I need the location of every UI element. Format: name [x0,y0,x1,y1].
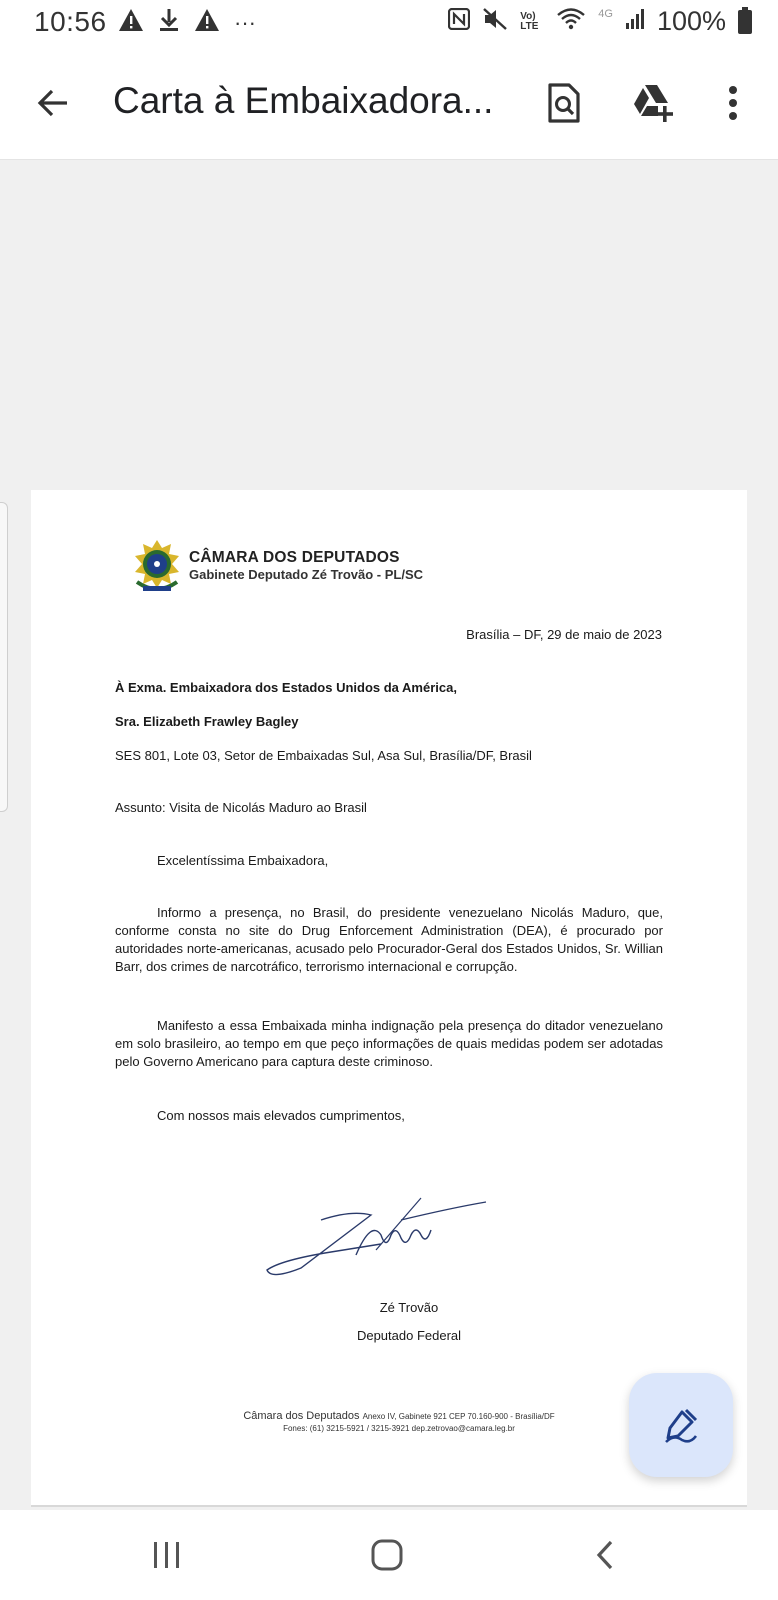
network-type-label: 4G [598,7,613,20]
chevron-left-icon [593,1539,617,1571]
system-icons [448,6,752,37]
battery-percentage: 100% [656,6,726,36]
status-bar [0,0,778,46]
battery-icon [738,10,752,34]
arrow-back-icon [36,86,70,120]
signal-icon [625,8,645,35]
wifi-icon [556,7,586,36]
letter-date: Brasília – DF, 29 de maio de 2023 [466,627,662,642]
letterhead [131,538,423,594]
salutation: Excelentíssima Embaixadora, [157,853,329,868]
system-navigation-bar [0,1510,778,1600]
more-notifications-indicator: ··· [234,9,256,35]
scroll-edge-handle[interactable] [0,502,8,812]
volte-icon: Vo) LTE [520,10,539,32]
warning-icon [118,8,144,37]
back-button[interactable] [28,78,78,128]
letterhead-name: CÂMARA DOS DEPUTADOS [189,549,400,566]
footer-contact: Fones: (61) 3215-5921 / 3215-3921 dep.zetrovao@camara.leg.br [283,1424,515,1433]
recent-apps-button[interactable] [137,1530,197,1580]
annotate-button[interactable] [629,1373,733,1477]
recipient-name: Sra. Elizabeth Frawley Bagley [115,714,299,729]
document-page [31,490,747,1505]
add-to-drive-icon [632,83,676,123]
footer-institution: Câmara dos Deputados [243,1410,360,1422]
signer-name: Zé Trovão [379,1300,439,1315]
status-time: 10:56 [34,6,107,37]
body-paragraph-1: Informo a presença, no Brasil, do presidente venezuelano Nicolás Maduro, que, conforme consta no site do Drug Enforcement Administration (DEA), é procurado por autoridades norte-americanas, acusado pelo Procurador-Geral dos Estados Unidos, Sr. Willian Barr, dos crimes de narcotráfico, terrorismo internacional e corrupção. [115,905,663,974]
find-in-page-icon [547,83,581,123]
document-title: Carta à Embaixadora... [113,80,494,121]
home-button[interactable] [357,1530,417,1580]
more-vert-icon [728,85,738,121]
more-options-button[interactable] [706,76,760,130]
system-back-button[interactable] [575,1530,635,1580]
add-to-drive-button[interactable] [627,76,681,130]
draw-pen-icon [662,1406,700,1444]
handwritten-signature [261,1190,501,1290]
body-paragraph-2: Manifesto a essa Embaixada minha indignação pela presença do ditador venezuelano em solo brasileiro, ao tempo em que peço informações de quais medidas podem ser adotadas pelo Governo Americano para captura deste criminoso. [115,1018,663,1069]
signer-role: Deputado Federal [356,1328,462,1343]
letterhead-office: Gabinete Deputado Zé Trovão - PL/SC [189,567,424,582]
home-icon [370,1538,404,1572]
find-in-document-button[interactable] [537,76,591,130]
coat-of-arms-icon [131,538,183,594]
document-viewer[interactable] [0,160,778,1510]
nfc-icon [448,8,470,35]
closing-line: Com nossos mais elevados cumprimentos, [157,1108,405,1123]
mute-icon [482,7,508,36]
recipient-address: SES 801, Lote 03, Setor de Embaixadas Sul, Asa Sul, Brasília/DF, Brasil [115,748,532,763]
letter-subject: Assunto: Visita de Nicolás Maduro ao Brasil [115,800,367,815]
notification-icons [118,8,256,37]
recent-apps-icon [151,1540,183,1570]
download-icon [158,8,180,37]
recipient-title: À Exma. Embaixadora dos Estados Unidos da América, [115,680,457,695]
app-bar [0,46,778,160]
warning-icon [194,8,220,37]
footer-address: Anexo IV, Gabinete 921 CEP 70.160-900 - Brasília/DF [362,1412,555,1421]
